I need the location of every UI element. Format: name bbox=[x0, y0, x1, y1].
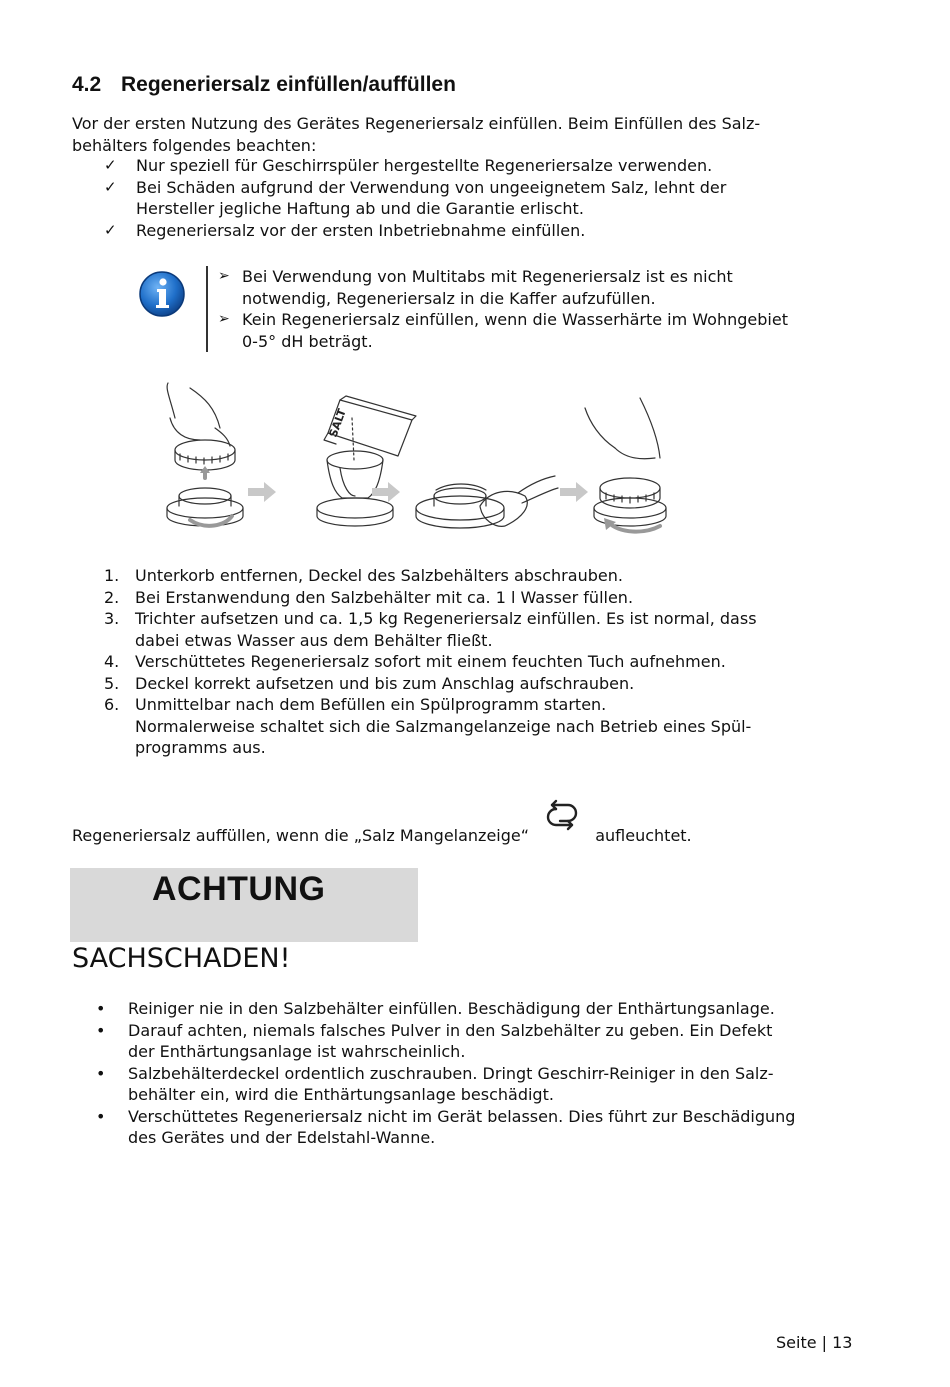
warning-item bbox=[96, 1106, 866, 1149]
salt-refill-illustration bbox=[160, 378, 680, 538]
warning-item-text: behälter ein, wird die Enthärtungsanlage beschädigt. bbox=[128, 1085, 554, 1104]
step-text: Bei Erstanwendung den Salzbehälter mit ca. 1 l Wasser füllen. bbox=[135, 587, 634, 607]
step-number: 5. bbox=[104, 673, 120, 693]
salt-packet-label: SALT bbox=[326, 407, 349, 440]
page-number: Seite | 13 bbox=[776, 1333, 853, 1352]
step-text: Unmittelbar nach dem Befüllen ein Spülprogramm starten. bbox=[135, 695, 607, 714]
step-text: Verschüttetes Regeneriersalz sofort mit einem feuchten Tuch aufnehmen. bbox=[135, 652, 726, 671]
warning-label: ACHTUNG bbox=[152, 870, 326, 908]
step-text: dabei etwas Wasser aus dem Behälter fließt. bbox=[135, 630, 493, 650]
intro-line: Vor der ersten Nutzung des Gerätes Regeneriersalz einfüllen. Beim Einfüllen des Salz- bbox=[72, 114, 761, 133]
info-item-text: 0-5° dH beträgt. bbox=[242, 331, 373, 351]
checkmark-icon: ✓ bbox=[104, 156, 117, 174]
step-item bbox=[100, 565, 860, 587]
bullet-icon: • bbox=[96, 1063, 106, 1083]
intro-paragraph bbox=[72, 113, 862, 156]
check-item-text: Bei Schäden aufgrund der Verwendung von ungeeignetem Salz, lehnt der bbox=[136, 177, 727, 197]
step-text: Unterkorb entfernen, Deckel des Salzbehälters abschrauben. bbox=[135, 566, 623, 585]
refill-text-before: Regeneriersalz auffüllen, wenn die „Salz Mangelanzeige“ bbox=[72, 826, 530, 845]
step-unscrew-figure bbox=[167, 383, 243, 526]
step-item bbox=[100, 694, 860, 759]
check-item bbox=[104, 155, 864, 177]
check-item bbox=[104, 220, 864, 242]
warning-subtitle: SACHSCHADEN! bbox=[72, 943, 291, 974]
step-screw-figure bbox=[585, 398, 666, 526]
section-heading bbox=[72, 73, 456, 97]
refill-text-after: aufleuchtet. bbox=[595, 826, 692, 845]
step-text: programms aus. bbox=[135, 738, 266, 757]
step-wipe-figure bbox=[416, 476, 558, 528]
step-item bbox=[100, 651, 860, 673]
step-item bbox=[100, 608, 860, 651]
bullet-icon: • bbox=[96, 1020, 106, 1040]
info-item bbox=[218, 309, 858, 352]
checkmark-icon: ✓ bbox=[104, 177, 117, 196]
check-item-text: Regeneriersalz vor der ersten Inbetriebnahme einfüllen. bbox=[136, 220, 586, 240]
check-item-text: Hersteller jegliche Haftung ab und die Garantie erlischt. bbox=[136, 199, 584, 218]
checkmark-icon: ✓ bbox=[104, 220, 117, 239]
transition-arrows bbox=[248, 482, 588, 502]
warning-item-text: Darauf achten, niemals falsches Pulver in den Salzbehälter zu geben. Ein Defekt bbox=[128, 1020, 773, 1040]
step-number: 4. bbox=[104, 652, 120, 671]
bullet-icon: • bbox=[96, 999, 106, 1018]
arrow-bullet-icon: ➢ bbox=[218, 311, 230, 327]
warning-item bbox=[96, 1063, 866, 1106]
info-note bbox=[136, 264, 866, 354]
step-text: Trichter aufsetzen und ca. 1,5 kg Regeneriersalz einfüllen. Es ist normal, dass bbox=[135, 609, 757, 628]
check-item-text: Nur speziell für Geschirrspüler hergestellte Regeneriersalze verwenden. bbox=[136, 156, 713, 175]
step-text: Normalerweise schaltet sich die Salzmangelanzeige nach Betrieb eines Spül- bbox=[135, 716, 752, 736]
info-icon bbox=[138, 270, 186, 318]
section-title: Regeneriersalz einfüllen/auffüllen bbox=[121, 73, 456, 96]
instruction-steps bbox=[100, 565, 860, 759]
arrow-bullet-icon: ➢ bbox=[218, 268, 230, 284]
warning-list bbox=[96, 998, 866, 1149]
intro-line: behälters folgendes beachten: bbox=[72, 135, 317, 155]
info-item bbox=[218, 266, 858, 309]
step-item bbox=[100, 587, 860, 609]
section-number: 4.2 bbox=[72, 73, 102, 96]
warning-item-text: des Gerätes und der Edelstahl-Wanne. bbox=[128, 1128, 436, 1147]
info-list bbox=[218, 266, 858, 352]
check-item bbox=[104, 177, 864, 220]
warning-item-text: Verschüttetes Regeneriersalz nicht im Gerät belassen. Dies führt zur Beschädigung bbox=[128, 1106, 796, 1126]
step-number: 1. bbox=[104, 566, 120, 585]
step-pour-figure bbox=[317, 396, 416, 526]
step-number: 6. bbox=[104, 695, 120, 714]
step-text: Deckel korrekt aufsetzen und bis zum Anschlag aufschrauben. bbox=[135, 673, 635, 693]
step-item bbox=[100, 673, 860, 695]
warning-box bbox=[70, 868, 418, 942]
info-item-text: Bei Verwendung von Multitabs mit Regeneriersalz ist es nicht bbox=[242, 267, 733, 286]
info-divider bbox=[206, 266, 208, 352]
warning-item-text: Salzbehälterdeckel ordentlich zuschrauben. Dringt Geschirr-Reiniger in den Salz- bbox=[128, 1063, 774, 1083]
warning-item bbox=[96, 998, 866, 1020]
step-number: 3. bbox=[104, 609, 120, 628]
bullet-icon: • bbox=[96, 1106, 106, 1126]
step-number: 2. bbox=[104, 587, 120, 607]
warning-item bbox=[96, 1020, 866, 1063]
info-item-text: Kein Regeneriersalz einfüllen, wenn die Wasserhärte im Wohngebiet bbox=[242, 310, 788, 329]
info-item-text: notwendig, Regeneriersalz in die Kaffer aufzufüllen. bbox=[242, 288, 656, 308]
check-list bbox=[104, 155, 864, 241]
refill-note bbox=[72, 805, 862, 849]
salt-indicator-icon bbox=[542, 791, 582, 835]
warning-item-text: der Enthärtungsanlage ist wahrscheinlich. bbox=[128, 1042, 466, 1061]
warning-item-text: Reiniger nie in den Salzbehälter einfüllen. Beschädigung der Enthärtungsanlage. bbox=[128, 999, 775, 1018]
